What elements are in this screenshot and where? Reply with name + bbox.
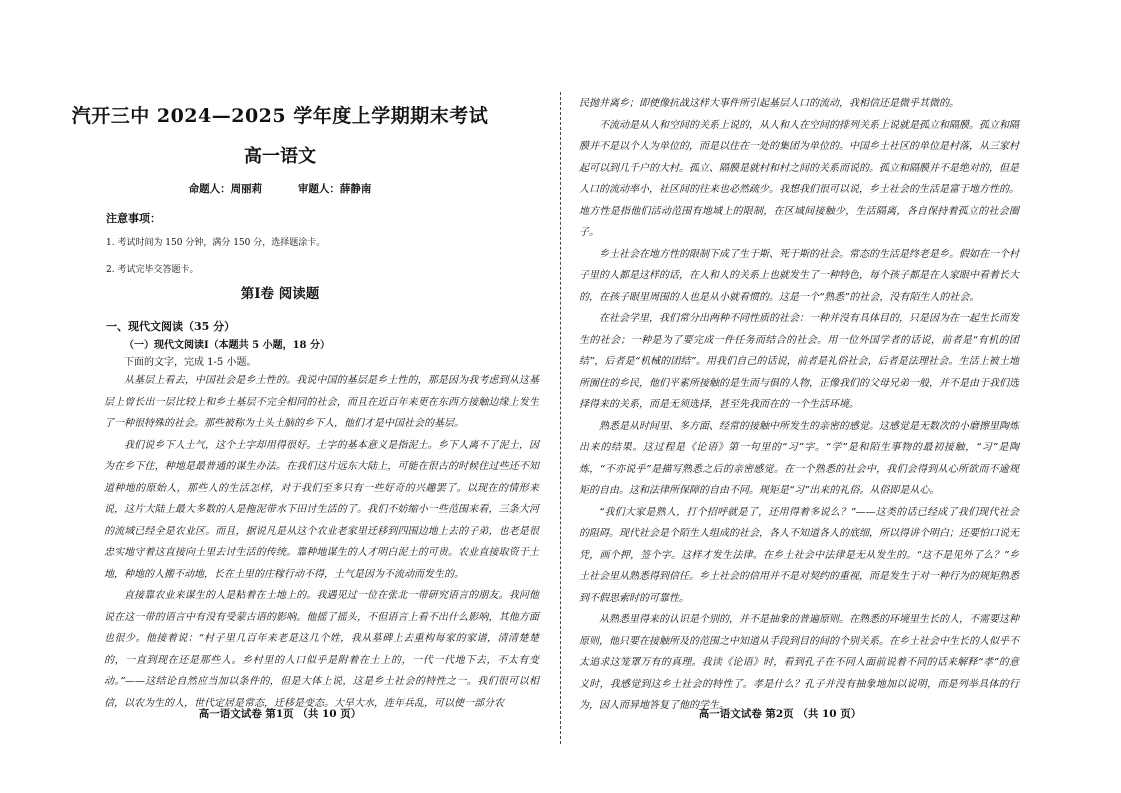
passage-paragraph: 乡土社会在地方性的限制下成了生于斯、死于斯的社会。常态的生活是终老是乡。假如在一个村子里的人都是这样的话，在人和人的关系上也就发生了一种特色，每个孩子都是在人家眼中看着长大的，在孩子眼里周围的人也是从小就看惯的。这是一个“熟悉”的社会，没有陌生人的社会。: [579, 248, 1019, 303]
page-footer: 高一语文试卷 第2页 （共 10 页）: [698, 708, 862, 720]
note-item: 1. 考试时间为 150 分钟，满分 150 分，选择题涂卡。: [106, 238, 326, 248]
setter-label: 命题人：周丽莉: [188, 183, 263, 195]
section-title: 第Ⅰ卷 阅读题: [240, 286, 320, 302]
passage-paragraph: 我们说乡下人土气，这个土字却用得很好。土字的基本意义是指泥土。乡下人离不了泥土，因为在乡下住，种地是最普通的谋生办法。在我们这片远东大陆上，可能在很古的时候住过些还不知道种地的原始人，那些人的生活怎样，对于我们至多只有一些好奇的兴趣罢了。以现在的情形来说，这片大陆上最大多数的人是拖泥带水下田讨生活的了。我们不妨缩小一些范围来看，三条大河的流域已经全是农业区。而且，据说凡是从这个农业老家里迁移到四围边地上去的子弟，也老是很忠实地守着这直接向土里去讨生活的传统。靠种地谋生的人才明白泥土的可贵。农业直接取资于土地，种地的人搬不动地，长在土里的庄稼行动不得，土气是因为不流动而发生的。: [104, 439, 539, 580]
exam-authors: [0, 181, 560, 196]
passage-paragraph: 熟悉是从时间里、多方面、经常的接触中所发生的亲密的感觉。这感觉是无数次的小磨擦里陶炼出来的结果。这过程是《论语》第一句里的“习”字。“学”是和陌生事物的最初接触，“习”是陶炼，“不亦说乎”是描写熟悉之后的亲密感觉。在一个熟悉的社会中，我们会得到从心所欲而不逾规矩的自由。这和法律所保障的自由不同。规矩是“习”出来的礼俗。从俗即是从心。: [579, 420, 1019, 496]
exam-title: 汽开三中 2024—2025 学年度上学期期末考试: [71, 105, 489, 127]
exam-page-2: [561, 0, 1121, 793]
passage-paragraph: 从熟悉里得来的认识是个别的，并不是抽象的普遍原则。在熟悉的环境里生长的人，不需要这种原则，他只要在接触所及的范围之中知道从手段到目的间的个别关系。在乡土社会中生长的人似乎不太追求这笼罩万有的真理。我读《论语》时，看到孔子在不同人面前说着不同的话来解释“孝”的意义时，我感觉到这乡土社会的特性了。孝是什么？孔子并没有抽象地加以说明，而是列举具体的行为，因人而异地答复了他的学生。: [579, 614, 1019, 711]
passage-paragraph: “我们大家是熟人，打个招呼就是了，还用得着多说么？”——这类的话已经成了我们现代社会的阻碍。现代社会是个陌生人组成的社会，各人不知道各人的底细，所以得讲个明白；还要怕口说无凭，画个押，签个字。这样才发生法律。在乡土社会中法律是无从发生的。“这不是见外了么？”乡土社会里从熟悉得到信任。乡土社会的信用并不是对契约的重视，而是发生于对一种行为的规矩熟悉到不假思索时的可靠性。: [579, 506, 1019, 604]
exam-page-1: [0, 0, 560, 793]
exam-subject: 高一语文: [244, 146, 316, 167]
notes-title: 注意事项：: [106, 212, 161, 225]
part-heading: 一、现代文阅读（35 分）: [106, 320, 236, 333]
reading-passage-continued: [579, 93, 1019, 711]
passage-paragraph: 民抛井离乡；即使像抗战这样大事件所引起基层人口的流动，我相信还是微乎其微的。: [579, 98, 959, 109]
page-footer: 高一语文试卷 第1页 （共 10 页）: [198, 708, 362, 720]
subpart-heading: （一）现代文阅读Ⅰ（本题共 5 小题，18 分）: [124, 340, 330, 351]
reading-passage: [104, 370, 539, 709]
passage-paragraph: 从基层上看去，中国社会是乡土性的。我说中国的基层是乡土性的，那是因为我考虑到从这基层上曾长出一层比较上和乡土基层不完全相同的社会，而且在近百年来更在东西方接触边缘上发生了一种很特殊的社会。那些被称为土头土脑的乡下人，他们才是中国社会的基层。: [104, 375, 539, 429]
reviewer-label: 审题人：薛静南: [297, 183, 372, 195]
passage-paragraph: 不流动是从人和空间的关系上说的，从人和人在空间的排列关系上说就是孤立和隔膜。孤立和隔膜并不是以个人为单位的，而是以住在一处的集团为单位的。中国乡土社区的单位是村落，从三家村起可以到几千户的大村。孤立、隔膜是就村和村之间的关系而说的。孤立和隔膜并不是绝对的，但是人口的流动率小，社区间的往来也必然疏少。我想我们很可以说，乡土社会的生活是富于地方性的。地方性是指他们活动范围有地域上的限制，在区域间接触少，生活隔离，各自保持着孤立的社会圈子。: [579, 119, 1019, 238]
note-item: 2. 考试完毕交答题卡。: [106, 265, 199, 275]
reading-instruction: 下面的文字，完成 1-5 小题。: [124, 357, 257, 368]
passage-paragraph: 直接靠农业来谋生的人是粘着在土地上的。我遇见过一位在张北一带研究语言的朋友。我问他说在这一带的语言中有没有受蒙古语的影响。他摇了摇头，不但语言上看不出什么影响，其他方面也很少。他接着说：“村子里几百年来老是这几个姓，我从墓碑上去重构每家的家谱，清清楚楚的，一直到现在还是那些人。乡村里的人口似乎是附着在土上的，一代一代地下去，不太有变动。”——这结论自然应当加以条件的，但是大体上说，这是乡土社会的特性之一。我们很可以相信，以农为生的人，世代定居是常态，迁移是变态。大旱大水，连年兵乱，可以使一部分农: [104, 590, 539, 709]
passage-paragraph: 在社会学里，我们常分出两种不同性质的社会：一种并没有具体目的，只是因为在一起生长而发生的社会；一种是为了要完成一件任务而结合的社会。用一位外国学者的话说，前者是“有机的团结”，后者是“机械的团结”。用我们自己的话说，前者是礼俗社会，后者是法理社会。生活上被土地所囿住的乡民，他们平素所接触的是生而与俱的人物，正像我们的父母兄弟一般，并不是由于我们选择得来的关系，而是无须选择，甚至先我而在的一个生活环境。: [579, 313, 1019, 410]
